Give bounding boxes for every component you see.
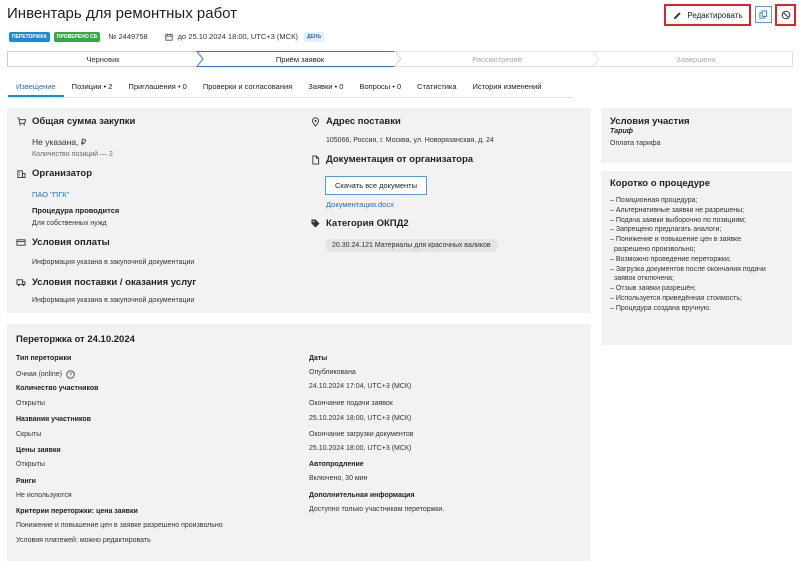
list-item: – Используется приведённая стоимость; <box>610 294 742 302</box>
bid-prices-value: Открыты <box>16 461 45 468</box>
tab-applications[interactable]: Заявки • 0 <box>308 82 344 91</box>
published-label: Опубликована <box>309 369 356 376</box>
short-info-title: Коротко о процедуре <box>610 178 710 189</box>
building-icon <box>16 169 26 179</box>
criteria-label: Критерии переторжки: цена заявки <box>16 508 138 515</box>
okpd-heading: Категория ОКПД2 <box>310 218 409 229</box>
list-item: разрешено произвольно; <box>614 245 696 253</box>
extra-info-label: Дополнительная информация <box>309 492 415 499</box>
organizer-link[interactable]: ПАО "ПГК" <box>32 190 70 199</box>
submit-end-date: 25.10.2024 18:00, UTC+3 (МСК) <box>309 415 412 422</box>
participants-names-label: Названия участников <box>16 416 91 423</box>
copy-button[interactable] <box>755 6 772 23</box>
pencil-icon <box>672 10 682 20</box>
short-info-panel <box>601 171 792 345</box>
location-pin-icon <box>310 117 320 127</box>
ranks-label: Ранги <box>16 478 36 485</box>
svg-text:?: ? <box>69 372 73 379</box>
step-draft: Черновик <box>86 55 120 64</box>
conditions-title: Условия участия <box>610 116 690 127</box>
edit-button[interactable] <box>664 4 751 26</box>
payments-text: Условия платежей: можно редактировать <box>16 537 151 544</box>
list-item: – Подача заявки выборочно по позициям; <box>610 216 746 224</box>
overbid-type-value: Очная (online) <box>16 370 62 378</box>
tariff-label: Тариф <box>610 128 633 135</box>
tab-statistics[interactable]: Статистика <box>417 82 457 91</box>
ban-icon <box>781 10 791 20</box>
sum-value: Не указана, ₽ <box>32 137 87 147</box>
published-date: 24.10.2024 17:04, UTC+3 (МСК) <box>309 383 412 390</box>
payment-heading: Условия оплаты <box>16 237 110 248</box>
overbid-type-row <box>16 369 76 379</box>
procedure-label: Процедура проводится <box>32 206 120 215</box>
dates-label: Даты <box>309 355 328 362</box>
procedure-number: № 2449758 <box>108 32 148 41</box>
deadline <box>164 32 298 42</box>
short-info-list <box>610 196 788 314</box>
day-badge: ДЕНЬ <box>304 32 324 42</box>
extra-info-value: Доступно только участникам переторжки. <box>309 506 445 513</box>
positions-count: Количество позиций — 2 <box>32 151 113 158</box>
tab-bar <box>8 80 574 98</box>
page-title: Инвентарь для ремонтных работ <box>7 5 238 22</box>
help-icon[interactable] <box>66 369 76 379</box>
tab-positions[interactable]: Позиции • 2 <box>71 82 113 91</box>
list-item: – Загрузка документов после окончания подачи <box>610 265 766 273</box>
address-heading: Адрес поставки <box>310 116 401 127</box>
tariff-value: Оплата тарифа <box>610 140 661 147</box>
status-bar <box>9 30 328 43</box>
submit-end-label: Окончание подачи заявок <box>309 400 393 407</box>
conditions-panel <box>601 108 792 163</box>
edit-button-label: Редактировать <box>687 10 743 20</box>
tag-icon <box>310 219 320 229</box>
list-item: – Запрещено предлагать аналоги; <box>610 226 722 234</box>
deadline-text: до 25.10.2024 18:00, UTC+3 (МСК) <box>177 32 298 41</box>
address-value: 105066, Россия, г. Москва, ул. Новорязанская, д. 24 <box>326 137 494 144</box>
overbid-panel <box>7 324 591 561</box>
tab-notice[interactable]: Извещение <box>8 80 64 97</box>
upload-end-date: 25.10.2024 18:00, UTC+3 (МСК) <box>309 445 412 452</box>
tab-history[interactable]: История изменений <box>472 82 542 91</box>
overbid-type-label: Тип переторжки <box>16 355 72 362</box>
participants-count-label: Количество участников <box>16 385 99 392</box>
truck-icon <box>16 278 26 288</box>
procedure-value: Для собственных нужд <box>32 220 107 227</box>
copy-icon <box>759 10 769 20</box>
participants-count-value: Открыты <box>16 400 45 407</box>
document-file-link[interactable]: Документация.docx <box>326 200 394 209</box>
autoextend-label: Автопродление <box>309 461 364 468</box>
upload-end-label: Окончание загрузки документов <box>309 431 414 438</box>
step-accepting: Приём заявок <box>275 55 325 64</box>
list-item: – Возможно проведение переторжки; <box>610 255 731 263</box>
list-item: – Позиционная процедура; <box>610 197 698 204</box>
main-info-panel <box>7 108 591 313</box>
cancel-procedure-button[interactable] <box>775 4 796 26</box>
calendar-icon <box>164 32 174 42</box>
overbid-title: Переторжка от 24.10.2024 <box>16 334 135 345</box>
okpd-chip: 20.30.24.121 Материалы для красочных валиков <box>325 239 498 252</box>
autoextend-value: Включено, 30 мин <box>309 475 368 482</box>
list-item: заявок отключена; <box>614 275 674 283</box>
docs-heading: Документация от организатора <box>310 154 473 165</box>
delivery-value: Информация указана в закупочной документации <box>32 297 195 304</box>
participants-names-value: Скрыты <box>16 431 42 438</box>
delivery-heading: Условия поставки / оказания услуг <box>16 277 196 288</box>
list-item: – Отзыв заявки разрешён; <box>610 285 696 293</box>
download-all-button[interactable]: Скачать все документы <box>325 176 427 195</box>
status-badge: ПЕРЕТОРЖКА <box>9 32 50 42</box>
card-icon <box>16 238 26 248</box>
procedure-stepper <box>7 51 793 67</box>
step-review: Рассмотрение <box>472 55 522 64</box>
sum-heading: Общая сумма закупки <box>16 116 135 127</box>
criteria-value: Понижение и повышение цен в заявке разрешено произвольно <box>16 522 223 529</box>
cart-icon <box>16 117 26 127</box>
step-finished: Завершена <box>676 55 716 64</box>
tab-invitations[interactable]: Приглашения • 0 <box>128 82 187 91</box>
document-icon <box>310 155 320 165</box>
tab-checks[interactable]: Проверки и согласования <box>202 82 293 91</box>
status-badge: ПРОВЕРЕНО СБ <box>54 32 100 42</box>
tab-questions[interactable]: Вопросы • 0 <box>359 82 402 91</box>
bid-prices-label: Цены заявки <box>16 447 61 454</box>
ranks-value: Не используются <box>16 492 72 499</box>
payment-value: Информация указана в закупочной документации <box>32 259 195 266</box>
organizer-heading: Организатор <box>16 168 92 179</box>
list-item: – Альтернативные заявки не разрешены; <box>610 206 745 214</box>
list-item: – Понижение и повышение цен в заявке <box>610 236 742 244</box>
list-item: – Процедура создана вручную. <box>610 304 711 312</box>
